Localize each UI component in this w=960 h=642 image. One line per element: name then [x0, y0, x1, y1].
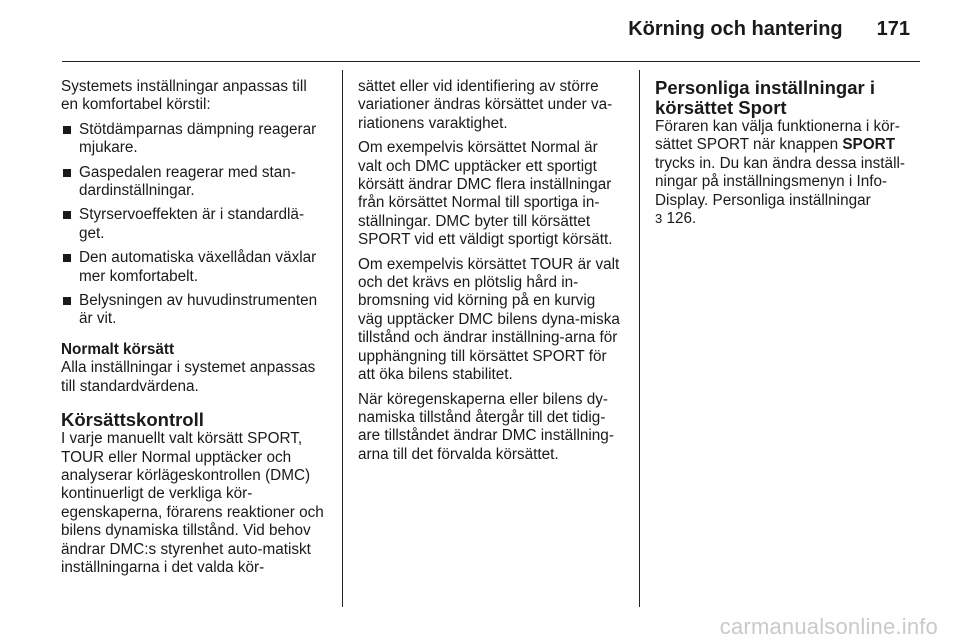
dmc-paragraph: I varje manuellt valt körsätt SPORT, TOUR eller Normal upptäcker och analyserar körlägeskontrollen (DMC) kontinuerligt de verkliga kör-egenskaperna, förarens reaktioner och bilens dynamiska tillstånd. Vid behov ändrar DMC:s styrenhet auto-matiskt inställningarna i det valda kör-	[61, 430, 324, 576]
list-item: Belysningen av huvudinstrumenten är vit.	[61, 292, 327, 329]
page-reference-icon: 3	[655, 211, 663, 227]
intro-paragraph: Systemets inställningar anpassas till en komfortabel körstil:	[61, 78, 307, 114]
header-rule	[62, 61, 920, 62]
paragraph: När köregenskaperna eller bilens dy-namiska tillstånd återgår till det tidig-are tillståndet ändrar DMC inställning-arna till det förvalda körsättet.	[358, 390, 614, 463]
paragraph: Om exempelvis körsättet TOUR är valt och det krävs en plötslig hård in-bromsning vid körning på en kurvig väg upptäcker DMC bilens dyna-miska tillstånd och ändrar inställning-arna för upphängning till körsättet SPORT för att öka bilens stabilitet.	[358, 255, 620, 384]
section-heading-sport-settings: Personliga inställningar i körsättet Sport	[655, 77, 875, 118]
column-1	[61, 78, 327, 583]
page-number: 171	[876, 18, 910, 40]
column-2	[358, 78, 624, 470]
normal-mode-heading: Normalt körsätt	[61, 340, 175, 358]
list-item: Stötdämparnas dämpning reagerar mjukare.	[61, 121, 327, 158]
page-header	[628, 18, 910, 41]
watermark-text: carmanualsonline.info	[719, 614, 938, 639]
paragraph: Om exempelvis körsättet Normal är valt och DMC upptäcker ett sportigt körsätt ändrar DMC flera inställningar från körsättet Normal till sportiga in-ställningar. DMC byter till körsättet SPORT vid ett väldigt sportigt körsätt.	[358, 139, 613, 249]
sport-button-label: SPORT	[842, 136, 896, 154]
column-3	[655, 78, 921, 234]
page-reference[interactable]: 126.	[666, 210, 697, 228]
sport-settings-paragraph: Föraren kan välja funktionerna i kör-sättet SPORT när knappen SPORT trycks in. Du kan ändra dessa inställ-ningar på inställningsmenyn i Info-Display. Personliga inställningar 3 126.	[655, 118, 905, 228]
list-item: Gaspedalen reagerar med stan-dardinställningar.	[61, 164, 327, 201]
list-item: Den automatiska växellådan växlar mer komfortabelt.	[61, 249, 327, 286]
section-heading-korsattskontroll: Körsättskontroll	[61, 409, 204, 431]
chapter-title: Körning och hantering	[628, 18, 843, 40]
settings-list	[61, 121, 327, 329]
column-divider-2	[639, 70, 640, 607]
column-divider-1	[342, 70, 343, 607]
list-item: Styrservoeffekten är i standardlä-get.	[61, 206, 327, 243]
normal-mode-text: Alla inställningar i systemet anpassas till standardvärdena.	[61, 359, 316, 395]
paragraph: sättet eller vid identifiering av större variationer ändras körsättet under va-riationens varaktighet.	[358, 78, 613, 132]
